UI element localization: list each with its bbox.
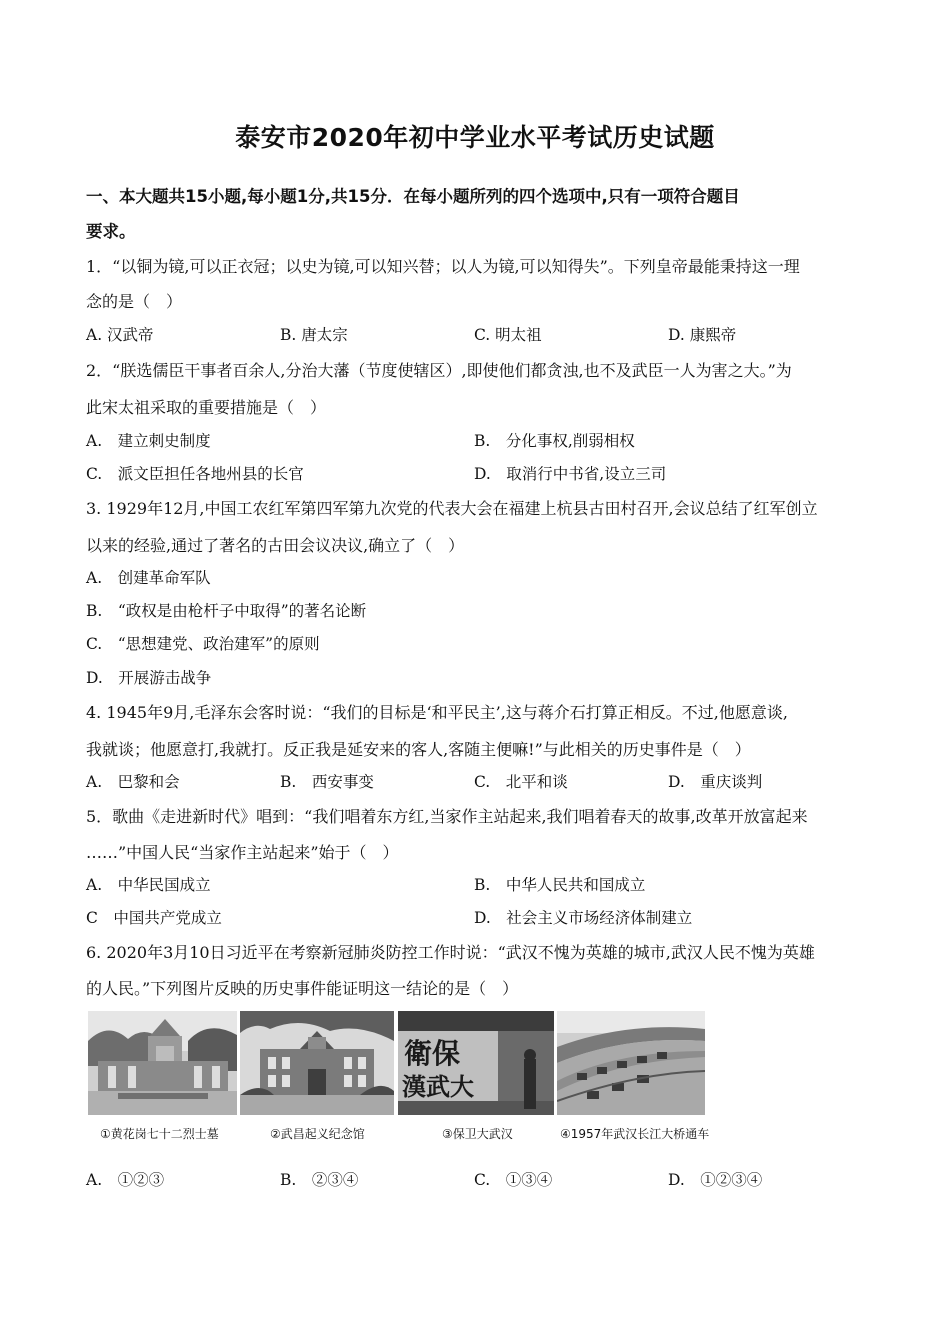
question-5-text-cont: ……”中国人民“当家作主站起来”始于（ ） xyxy=(86,843,399,862)
photo3-slogan-bottom: 漢武大 xyxy=(402,1073,474,1101)
q4-option-d[interactable]: D. 重庆谈判 xyxy=(668,773,763,791)
photo-wuhan-bridge xyxy=(557,1011,705,1115)
q3-option-a[interactable]: A. 创建革命军队 xyxy=(86,569,211,587)
question-1-text: 1．“以铜为镜,可以正衣冠；以史为镜,可以知兴替；以人为镜,可以知得失”。下列皇帝最能秉持这一理 xyxy=(86,257,800,276)
q6-option-c[interactable]: C. ①③④ xyxy=(474,1171,553,1189)
question-6-text-cont: 的人民。”下列图片反映的历史事件能证明这一结论的是（ ） xyxy=(86,979,519,998)
q3-option-d[interactable]: D. 开展游击战争 xyxy=(86,669,212,687)
q1-option-a[interactable]: A. 汉武帝 xyxy=(86,326,154,344)
q5-option-c[interactable]: C 中国共产党成立 xyxy=(86,909,222,927)
question-3-text: 3. 1929年12月,中国工农红军第四军第九次党的代表大会在福建上杭县古田村召开,会议总结了红军创立 xyxy=(86,499,818,518)
q4-option-c[interactable]: C. 北平和谈 xyxy=(474,773,568,791)
question-4-text: 4. 1945年9月,毛泽东会客时说：“我们的目标是‘和平民主’,这与蒋介石打算正相反。不过,他愿意谈, xyxy=(86,703,788,722)
q5-option-a[interactable]: A. 中华民国成立 xyxy=(86,876,211,894)
q2-option-b[interactable]: B. 分化事权,削弱相权 xyxy=(474,432,635,450)
caption-photo-4: ④1957年武汉长江大桥通车 xyxy=(560,1127,710,1141)
q3-option-c[interactable]: C. “思想建党、政治建军”的原则 xyxy=(86,635,320,653)
q4-option-b[interactable]: B. 西安事变 xyxy=(280,773,374,791)
section-instruction-cont: 要求。 xyxy=(86,222,136,241)
question-6-text: 6. 2020年3月10日习近平在考察新冠肺炎防控工作时说：“武汉不愧为英雄的城市,武汉人民不愧为英雄 xyxy=(86,943,815,962)
photo-wuchang-memorial xyxy=(240,1011,394,1115)
q5-option-b[interactable]: B. 中华人民共和国成立 xyxy=(474,876,646,894)
q2-option-a[interactable]: A. 建立刺史制度 xyxy=(86,432,211,450)
photo-huanghuagang-tomb xyxy=(88,1011,237,1115)
q3-option-b[interactable]: B. “政权是由枪杆子中取得”的著名论断 xyxy=(86,602,367,620)
question-3-text-cont: 以来的经验,通过了著名的古田会议决议,确立了（ ） xyxy=(86,536,465,555)
question-2-text: 2．“朕选儒臣干事者百余人,分治大藩（节度使辖区）,即使他们都贪浊,也不及武臣一人为害之大。”为 xyxy=(86,361,792,380)
question-1-text-cont: 念的是（ ） xyxy=(86,292,183,311)
caption-photo-1: ①黄花岗七十二烈士墓 xyxy=(100,1127,219,1141)
q4-option-a[interactable]: A. 巴黎和会 xyxy=(86,773,180,791)
q5-option-d[interactable]: D. 社会主义市场经济体制建立 xyxy=(474,909,693,927)
question-4-text-cont: 我就谈；他愿意打,我就打。反正我是延安来的客人,客随主便嘛!”与此相关的历史事件是（ ） xyxy=(86,740,751,759)
q1-option-c[interactable]: C. 明太祖 xyxy=(474,326,542,344)
photo-defend-wuhan xyxy=(398,1011,554,1115)
question-5-text: 5．歌曲《走进新时代》唱到：“我们唱着东方红,当家作主站起来,我们唱着春天的故事,改革开放富起来 xyxy=(86,807,808,826)
caption-photo-2: ②武昌起义纪念馆 xyxy=(270,1127,365,1141)
q1-option-d[interactable]: D. 康熙帝 xyxy=(668,326,737,344)
q6-option-d[interactable]: D. ①②③④ xyxy=(668,1171,763,1189)
q2-option-c[interactable]: C. 派文臣担任各地州县的长官 xyxy=(86,465,304,483)
question-2-text-cont: 此宋太祖采取的重要措施是（ ） xyxy=(86,398,327,417)
section-instruction: 一、本大题共15小题,每小题1分,共15分．在每小题所列的四个选项中,只有一项符合题目 xyxy=(86,187,740,206)
q1-option-b[interactable]: B. 唐太宗 xyxy=(280,326,348,344)
q6-option-a[interactable]: A. ①②③ xyxy=(86,1171,165,1189)
q2-option-d[interactable]: D. 取消行中书省,设立三司 xyxy=(474,465,667,483)
page-title: 泰安市2020年初中学业水平考试历史试题 xyxy=(235,123,715,152)
photo3-slogan-top: 衛保 xyxy=(404,1037,461,1070)
caption-photo-3: ③保卫大武汉 xyxy=(442,1127,513,1141)
q6-option-b[interactable]: B. ②③④ xyxy=(280,1171,359,1189)
